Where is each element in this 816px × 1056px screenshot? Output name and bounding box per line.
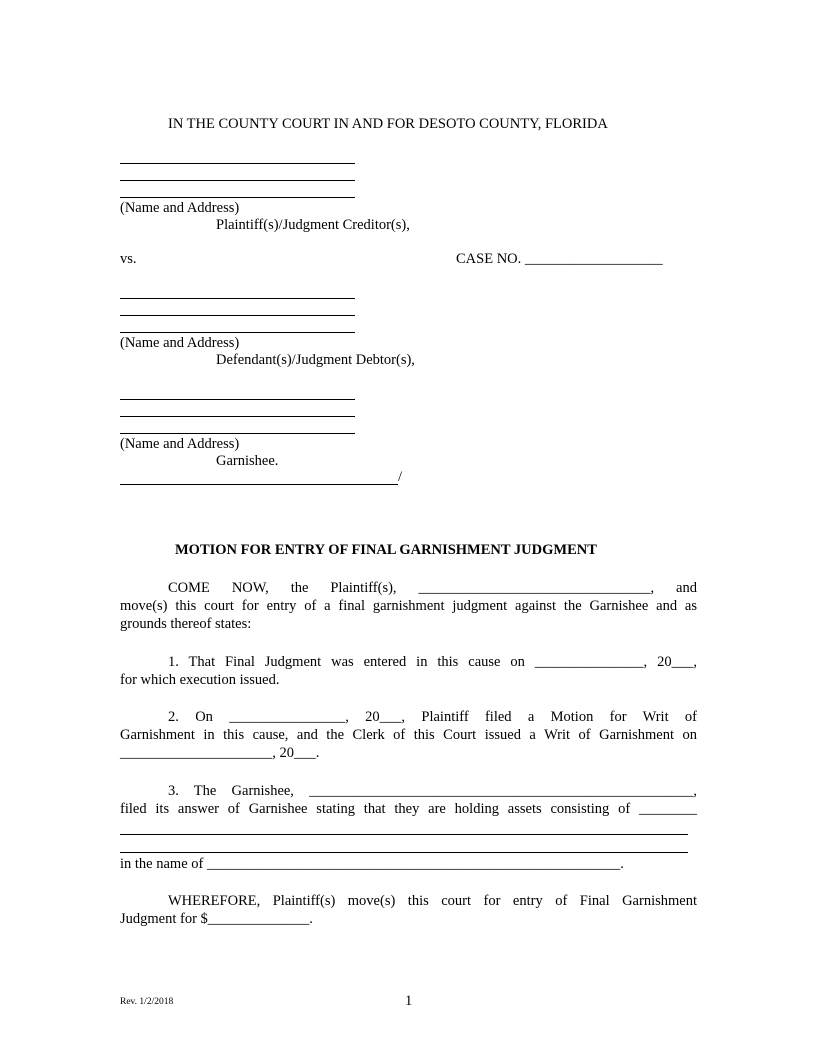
defendant-line-2[interactable] — [120, 315, 355, 316]
para3-line-2[interactable]: filed its answer of Garnishee stating that they are holding assets consisting of ________ — [120, 801, 697, 817]
intro-line-3: grounds thereof states: — [120, 616, 252, 632]
revision-date: Rev. 1/2/2018 — [120, 997, 174, 1007]
para1-line-2: for which execution issued. — [120, 672, 280, 688]
para1-line-1[interactable]: 1. That Final Judgment was entered in this cause on _______________, 20___, — [168, 654, 697, 670]
para3-assets-line-1[interactable] — [120, 834, 688, 835]
garnishee-name-address-label: (Name and Address) — [120, 436, 240, 452]
page-number: 1 — [405, 993, 413, 1009]
garnishee-line-3[interactable] — [120, 433, 355, 434]
para2-line-2: Garnishment in this cause, and the Clerk of this Court issued a Writ of Garnishment on — [120, 727, 697, 743]
paragraph-1 — [120, 653, 697, 689]
wherefore-paragraph — [120, 892, 697, 928]
caption-closing-line — [120, 484, 398, 485]
para2-line-3[interactable]: _____________________, 20___. — [120, 745, 320, 761]
document-title: MOTION FOR ENTRY OF FINAL GARNISHMENT JUDGMENT — [175, 542, 597, 558]
plaintiff-role: Plaintiff(s)/Judgment Creditor(s), — [216, 217, 410, 233]
wherefore-line-1: WHEREFORE, Plaintiff(s) move(s) this court for entry of Final Garnishment — [168, 893, 697, 909]
plaintiff-line-2[interactable] — [120, 180, 355, 181]
garnishee-line-2[interactable] — [120, 416, 355, 417]
intro-line-2: move(s) this court for entry of a final garnishment judgment against the Garnishee and as — [120, 598, 697, 614]
defendant-line-1[interactable] — [120, 298, 355, 299]
plaintiff-line-3[interactable] — [120, 197, 355, 198]
plaintiff-line-1[interactable] — [120, 163, 355, 164]
plaintiff-name-address-label: (Name and Address) — [120, 200, 240, 216]
paragraph-3 — [120, 782, 697, 818]
intro-line-1[interactable]: COME NOW, the Plaintiff(s), ________________________________, and — [168, 580, 697, 596]
vs-label: vs. — [120, 251, 137, 267]
defendant-line-3[interactable] — [120, 332, 355, 333]
para3-name-of — [120, 855, 697, 873]
wherefore-line-2[interactable]: Judgment for $______________. — [120, 911, 313, 927]
paragraph-2 — [120, 708, 697, 762]
para2-line-1[interactable]: 2. On ________________, 20___, Plaintiff filed a Motion for Writ of — [168, 709, 697, 725]
para3-assets-line-2[interactable] — [120, 852, 688, 853]
para3-line-5[interactable]: in the name of _________________________________________________________. — [120, 856, 624, 872]
intro-paragraph — [120, 579, 697, 633]
court-heading: IN THE COUNTY COURT IN AND FOR DESOTO COUNTY, FLORIDA — [168, 116, 608, 132]
defendant-name-address-label: (Name and Address) — [120, 335, 240, 351]
defendant-role: Defendant(s)/Judgment Debtor(s), — [216, 352, 415, 368]
caption-slash: / — [398, 469, 403, 485]
case-number[interactable]: CASE NO. ___________________ — [456, 251, 663, 267]
garnishee-line-1[interactable] — [120, 399, 355, 400]
garnishee-role: Garnishee. — [216, 453, 279, 469]
para3-line-1[interactable]: 3. The Garnishee, _____________________________________________________, — [168, 783, 697, 799]
